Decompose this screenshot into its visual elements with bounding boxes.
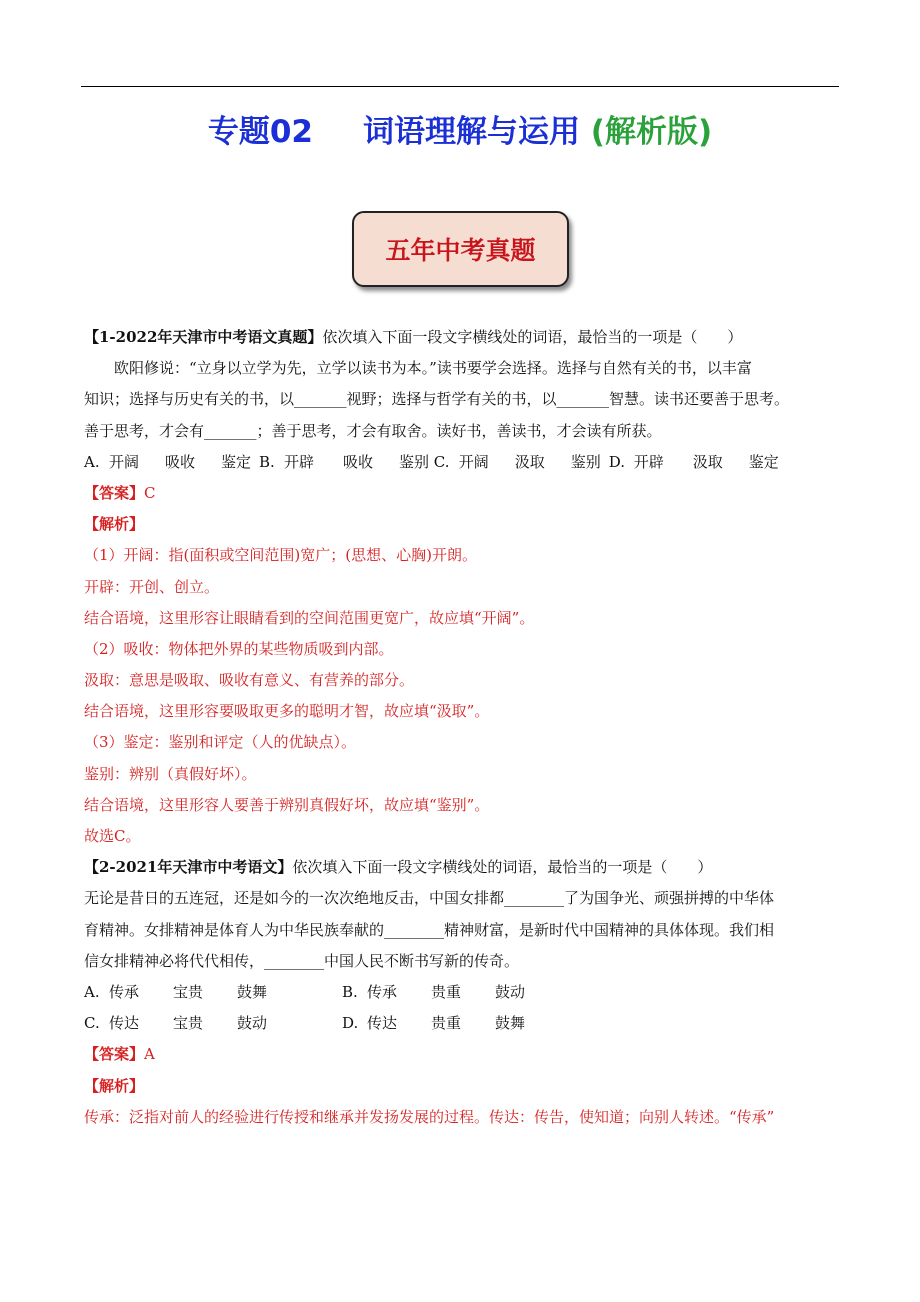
analysis-line: 传承：泛指对前人的经验进行传授和继承并发扬发展的过程。传达：传告，使知道；向别人转述。“传承” <box>84 1107 775 1126</box>
passage-line: 信女排精神必将代代相传，________中国人民不断书写新的传奇。 <box>84 951 520 970</box>
passage-line: 知识；选择与历史有关的书，以_______视野；选择与哲学有关的书，以_______智慧。读书还要善于思考。 <box>84 390 790 409</box>
option-word: 传承 <box>109 982 140 1001</box>
option-word: 传承 <box>367 982 398 1001</box>
title-topic: 词语理解与运用 <box>363 114 580 150</box>
question-stem <box>84 322 836 353</box>
question-text: 依次填入下面一段文字横线处的词语，最恰当的一项是（ ） <box>322 328 743 346</box>
option-word: 鉴别 <box>570 452 601 471</box>
analysis-line: （2）吸收：物体把外界的某些物质吸到内部。 <box>84 639 394 658</box>
option-word: 传达 <box>109 1014 140 1033</box>
option-word: 开辟 <box>633 452 664 471</box>
option-word: 吸收 <box>165 452 196 471</box>
option-letter: D. <box>608 452 626 471</box>
analysis-line: （3）鉴定：鉴别和评定（人的优缺点）。 <box>84 733 357 752</box>
answer-line <box>84 478 836 509</box>
passage-line: 育精神。女排精神是体育人为中华民族奉献的________精神财富，是新时代中国精神的具体体现。我们相 <box>84 920 775 939</box>
answer-value: A <box>144 1045 155 1064</box>
option-word: 鼓动 <box>495 982 526 1001</box>
option-word: 汲取 <box>692 452 723 471</box>
option-word: 鉴别 <box>399 452 430 471</box>
option-word: 鉴定 <box>221 452 252 471</box>
option-word: 鼓舞 <box>495 1014 526 1033</box>
question-tag: 【1-2022年天津市中考语文真题】 <box>84 328 323 346</box>
option-word: 鼓舞 <box>237 982 268 1001</box>
analysis-line: 结合语境，这里形容让眼睛看到的空间范围更宽广，故应填“开阔”。 <box>84 608 535 627</box>
option-word: 鉴定 <box>748 452 779 471</box>
conclusion-line: 故选C。 <box>84 827 141 845</box>
answer-value: C <box>144 483 156 502</box>
section-badge-label: 五年中考真题 <box>385 236 536 265</box>
section-badge <box>352 211 569 287</box>
answer-label: 【答案】 <box>84 1045 145 1064</box>
analysis-label: 【解析】 <box>84 1076 145 1095</box>
question-text: 依次填入下面一段文字横线处的词语，最恰当的一项是（ ） <box>292 858 713 877</box>
option-row <box>84 1008 525 1039</box>
question-stem <box>84 852 836 883</box>
option-letter: B. <box>342 982 358 1001</box>
option-word: 贵重 <box>431 1014 462 1033</box>
option-row <box>434 447 779 478</box>
option-word: 吸收 <box>343 452 374 471</box>
option-letter: C. <box>84 1014 100 1033</box>
answer-label: 【答案】 <box>84 483 145 502</box>
option-word: 开阔 <box>109 452 140 471</box>
analysis-line: （1）开阔：指(面积或空间范围)宽广；(思想、心胸)开朗。 <box>84 546 477 565</box>
analysis-line: 开辟：开创、创立。 <box>84 577 220 596</box>
option-row <box>84 977 525 1008</box>
passage-line: 欧阳修说：“立身以立学为先，立学以读书为本。”读书要学会选择。选择与自然有关的书，以丰富 <box>114 359 752 378</box>
option-word: 鼓动 <box>237 1014 268 1033</box>
answer-line <box>84 1039 836 1070</box>
header-rule <box>81 86 839 87</box>
document-body <box>84 322 836 1133</box>
analysis-label: 【解析】 <box>84 515 145 534</box>
option-letter: D. <box>342 1014 359 1033</box>
passage-line: 无论是昔日的五连冠，还是如今的一次次绝地反击，中国女排都________了为国争光、顽强拼搏的中华体 <box>84 889 775 908</box>
option-word: 宝贵 <box>173 982 204 1001</box>
analysis-line: 汲取：意思是吸取、吸收有意义、有营养的部分。 <box>84 671 415 690</box>
option-letter: A. <box>84 982 100 1001</box>
analysis-line: 结合语境，这里形容要吸取更多的聪明才智，故应填“汲取”。 <box>84 702 490 721</box>
passage-line: 善于思考，才会有_______；善于思考，才会有取舍。读好书，善读书，才会读有所获。 <box>84 421 662 440</box>
option-letter: C. <box>433 452 450 471</box>
option-word: 开辟 <box>284 452 315 471</box>
option-letter: A. <box>84 452 100 471</box>
question-tag: 【2-2021年天津市中考语文】 <box>84 858 293 877</box>
title-sub: (解析版) <box>590 114 713 150</box>
option-word: 贵重 <box>431 982 462 1001</box>
option-word: 开阔 <box>458 452 489 471</box>
option-row <box>84 447 429 478</box>
analysis-line: 结合语境，这里形容人要善于辨别真假好坏，故应填“鉴别”。 <box>84 795 490 814</box>
analysis-line: 鉴别：辨别（真假好坏）。 <box>84 764 257 783</box>
title-main: 专题02 <box>207 114 313 150</box>
option-word: 宝贵 <box>173 1014 204 1033</box>
option-letter: B. <box>259 452 275 471</box>
page-title <box>0 106 920 151</box>
option-word: 汲取 <box>514 452 545 471</box>
option-word: 传达 <box>367 1014 398 1033</box>
